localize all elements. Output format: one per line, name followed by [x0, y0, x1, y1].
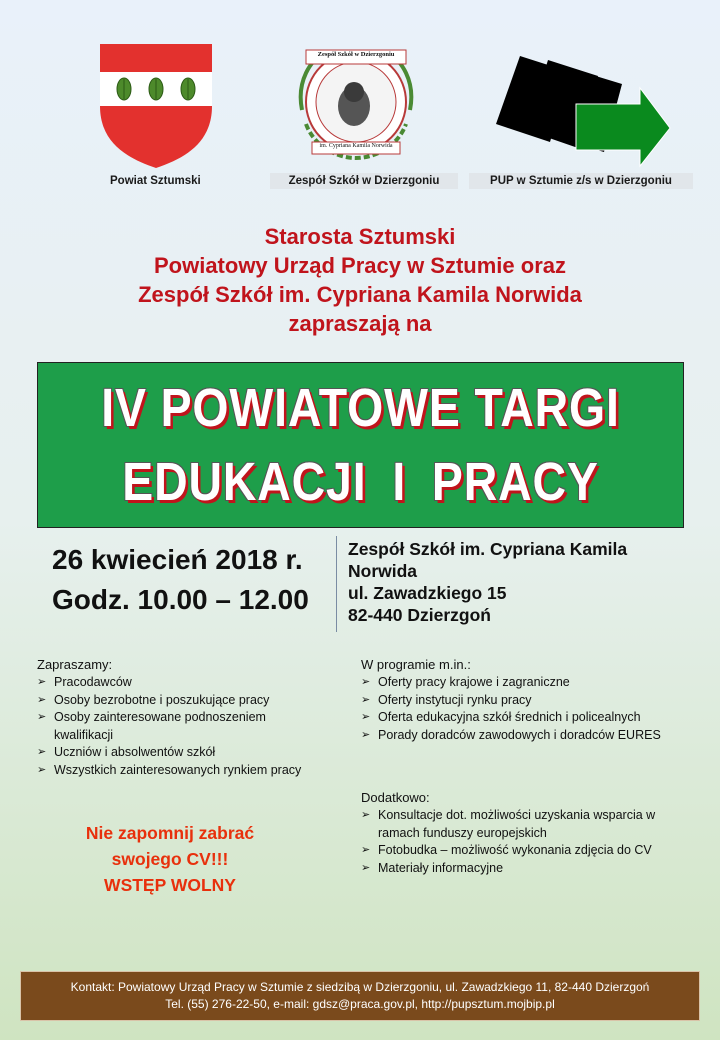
address-line: ul. Zawadzkiego 15: [348, 583, 507, 603]
event-title-line-1: IV POWIATOWE TARGI: [101, 378, 620, 438]
arrow-bullet-icon: ➢: [37, 676, 47, 688]
event-title-line-2: EDUKACJI I PRACY: [122, 452, 599, 512]
list-item: ➢ Oferta edukacyjna szkół średnich i policealnych: [361, 709, 681, 727]
event-time: Godz. 10.00 – 12.00: [52, 584, 309, 615]
arrow-bullet-icon: ➢: [361, 676, 371, 688]
program-list: [361, 674, 681, 744]
divider: [336, 536, 337, 632]
list-item: ➢ Porady doradców zawodowych i doradców EURES: [361, 727, 663, 745]
arrow-bullet-icon: ➢: [37, 693, 47, 706]
arrow-bullet-icon: ➢: [37, 746, 47, 758]
arrow-bullet-icon: ➢: [361, 844, 371, 856]
program-title: W programie m.in.:: [361, 657, 471, 672]
logo-caption-pup: PUP w Sztumie z/s w Dzierzgoniu: [469, 173, 693, 189]
pup-arrow-logo-icon: [490, 56, 672, 168]
contact-footer: [20, 971, 700, 1021]
list-item: ➢ Osoby zainteresowane podnoszeniem kwalifikacji: [37, 710, 266, 742]
arrow-bullet-icon: ➢: [361, 693, 371, 706]
organizer-line: Zespół Szkół im. Cypriana Kamila Norwida: [138, 282, 582, 307]
event-address: [348, 538, 627, 626]
address-line: Zespół Szkół im. Cypriana Kamila: [348, 539, 628, 559]
arrow-bullet-icon: ➢: [361, 861, 371, 874]
event-title-banner: [37, 362, 684, 528]
cv-reminder: [60, 820, 280, 898]
list-item: ➢ Wszystkich zainteresowanych rynkiem pracy: [37, 762, 327, 780]
list-item: ➢ Osoby bezrobotne i poszukujące pracy: [37, 692, 327, 710]
extra-list: [361, 807, 691, 877]
seal-top-text: Zespół Szkół w Dzierzgoniu: [317, 51, 395, 58]
event-date: 26 kwiecień 2018 r.: [52, 544, 303, 575]
list-item: ➢ Materiały informacyjne: [361, 860, 691, 878]
address-line: Norwida: [348, 561, 418, 581]
organizer-line: Powiatowy Urząd Pracy w Sztumie oraz: [153, 253, 566, 278]
extra-section: [361, 790, 691, 877]
list-item: ➢ Oferty instytucji rynku pracy: [361, 692, 681, 710]
footer-contact-line: Kontakt: Powiatowy Urząd Pracy w Sztumie z siedzibą w Dzierzgoniu, ul. Zawadzkiego 11, 82-440 Dzierzgoń: [70, 980, 650, 994]
list-item: ➢ Uczniów i absolwentów szkół: [37, 744, 327, 762]
invite-list: [37, 674, 327, 779]
logo-caption-school: Zespół Szkół w Dzierzgoniu: [270, 173, 458, 189]
organizers-heading: [0, 222, 720, 338]
arrow-bullet-icon: ➢: [361, 728, 371, 741]
arrow-bullet-icon: ➢: [37, 763, 47, 776]
program-section: [361, 657, 681, 744]
invite-title: Zapraszamy:: [37, 657, 113, 672]
cta-line: Nie zapomnij zabrać: [85, 823, 255, 843]
coat-of-arms-icon: [100, 44, 212, 168]
arrow-bullet-icon: ➢: [361, 711, 371, 723]
seal-bottom-text: im. Cypriana Kamila Norwida: [319, 143, 393, 149]
arrow-bullet-icon: ➢: [361, 809, 371, 821]
address-line: 82-440 Dzierzgoń: [348, 605, 491, 625]
list-item: ➢ Pracodawców: [37, 674, 327, 692]
list-item: ➢ Oferty pracy krajowe i zagraniczne: [361, 674, 681, 692]
cta-line: swojego CV!!!: [111, 849, 229, 869]
arrow-bullet-icon: ➢: [37, 711, 47, 723]
footer-phone-email-line: Tel. (55) 276-22-50, e-mail: gdsz@praca.gov.pl, http://pupsztum.mojbip.pl: [165, 997, 555, 1011]
invite-section: [37, 657, 327, 779]
event-datetime: [52, 540, 309, 620]
list-item: ➢ Fotobudka – możliwość wykonania zdjęcia do CV: [361, 842, 691, 860]
cta-line: WSTĘP WOLNY: [104, 875, 236, 895]
organizer-line: zapraszają na: [288, 311, 432, 336]
logo-caption-powiat: Powiat Sztumski: [110, 175, 201, 187]
list-item: ➢ Konsultacje dot. możliwości uzyskania wsparcia w ramach funduszy europejskich: [361, 808, 656, 840]
organizer-line: Starosta Sztumski: [264, 224, 456, 249]
extra-title: Dodatkowo:: [361, 790, 430, 805]
school-seal-icon: [292, 40, 420, 164]
